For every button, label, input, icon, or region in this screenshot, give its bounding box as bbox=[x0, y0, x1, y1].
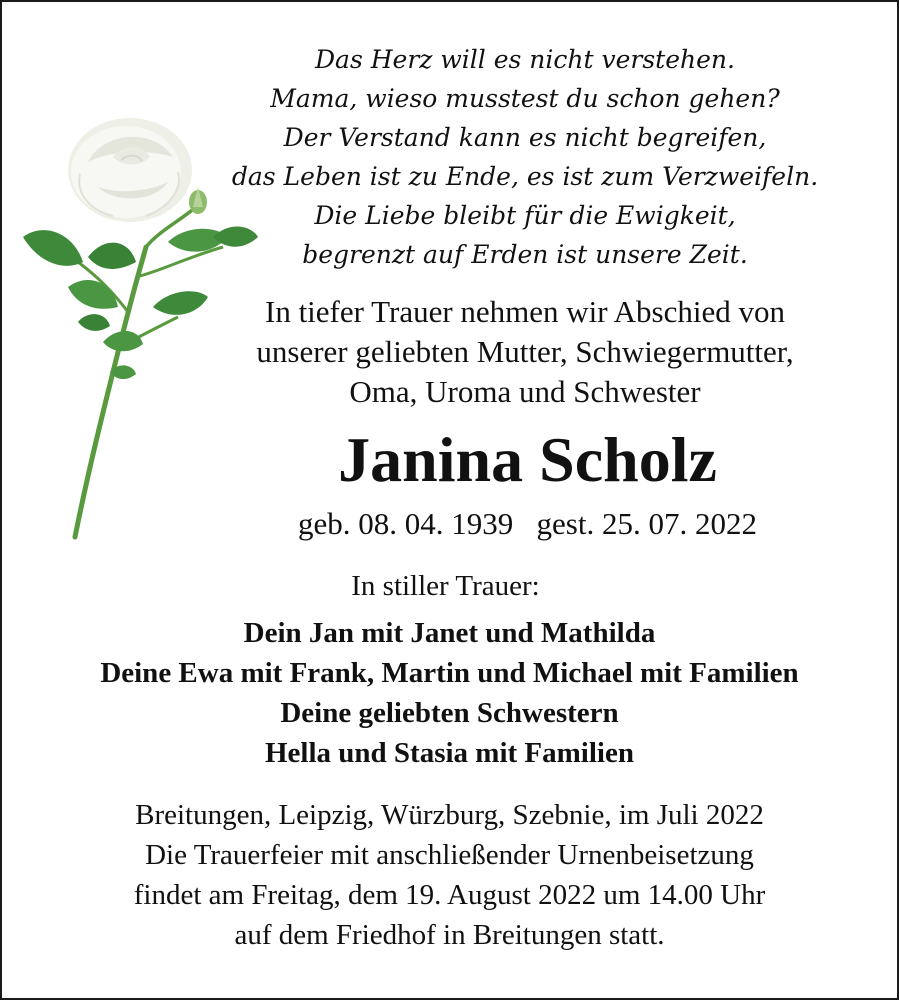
intro-line: In tiefer Trauer nehmen wir Abschied von bbox=[265, 294, 785, 329]
intro-line: Oma, Uroma und Schwester bbox=[349, 374, 701, 409]
poem-line: Die Liebe bleibt für die Ewigkeit, bbox=[314, 201, 736, 230]
mourner-line: Deine Ewa mit Frank, Martin und Michael mit Familien bbox=[100, 657, 799, 689]
poem-line: begrenzt auf Erden ist unsere Zeit. bbox=[302, 240, 748, 269]
poem-line: das Leben ist zu Ende, es ist zum Verzweifeln. bbox=[231, 162, 819, 191]
funeral-info-line: Die Trauerfeier mit anschließender Urnenbeisetzung bbox=[145, 839, 754, 871]
poem-line: Mama, wieso musstest du schon gehen? bbox=[270, 84, 780, 113]
mourners-list bbox=[0, 613, 899, 773]
mourner-line: Deine geliebten Schwestern bbox=[280, 697, 619, 729]
intro-line: unserer geliebten Mutter, Schwiegermutter, bbox=[256, 334, 794, 369]
closing-text bbox=[0, 795, 899, 955]
life-dates: geb. 08. 04. 1939 gest. 25. 07. 2022 bbox=[298, 506, 757, 541]
funeral-info-line: auf dem Friedhof in Breitungen statt. bbox=[234, 919, 665, 951]
mourner-line: Hella und Stasia mit Familien bbox=[265, 737, 634, 769]
intro-text bbox=[200, 292, 850, 412]
poem-line: Der Verstand kann es nicht begreifen, bbox=[283, 123, 767, 152]
place-date-line: Breitungen, Leipzig, Würzburg, Szebnie, im Juli 2022 bbox=[135, 799, 764, 831]
deceased-name: Janina Scholz bbox=[338, 424, 717, 495]
poem-line: Das Herz will es nicht verstehen. bbox=[315, 45, 735, 74]
mourners-heading bbox=[0, 566, 899, 606]
funeral-info-line: findet am Freitag, dem 19. August 2022 um 14.00 Uhr bbox=[133, 879, 766, 911]
poem bbox=[200, 40, 850, 274]
mourner-line: Dein Jan mit Janet und Mathilda bbox=[243, 617, 656, 649]
mourners-heading-text: In stiller Trauer: bbox=[351, 570, 540, 602]
